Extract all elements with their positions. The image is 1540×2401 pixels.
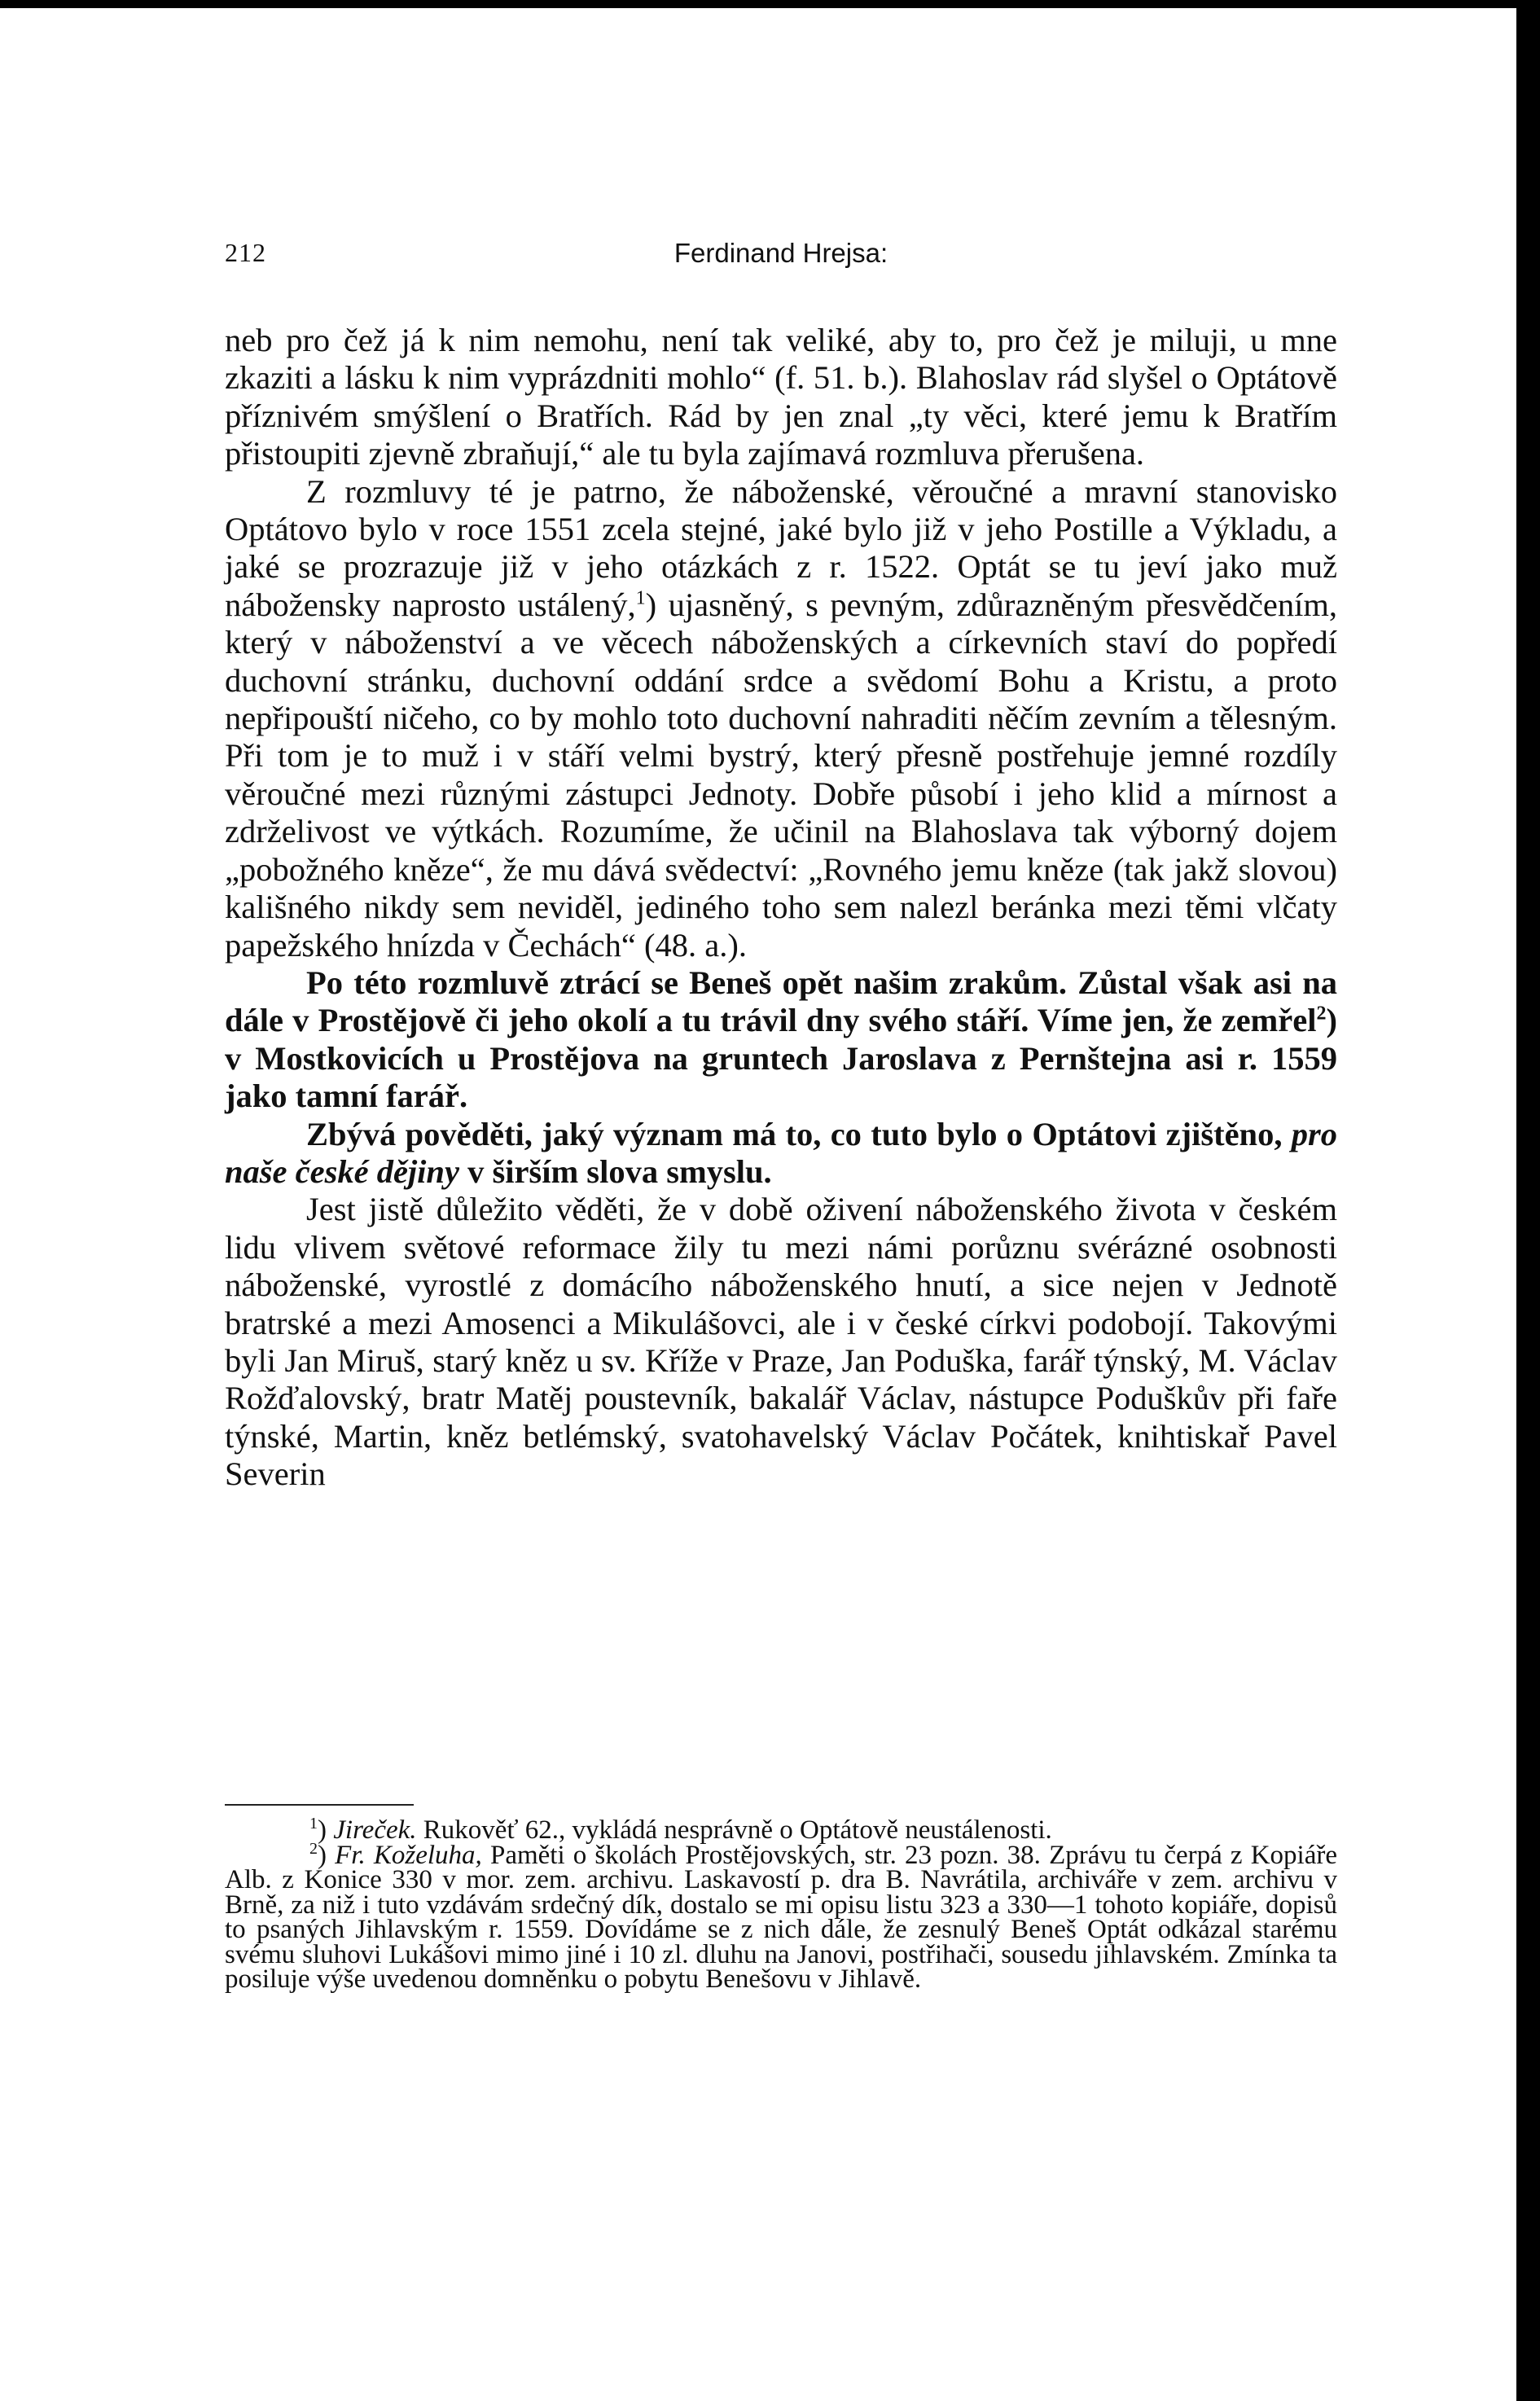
page-number: 212 — [225, 238, 266, 267]
footnote-ref-2: 2 — [1316, 1003, 1327, 1025]
paragraph-1: neb pro čež já k nim nemohu, není tak veliké, aby to, pro čež je miluji, u mne zkaziti a lásku k nim vyprázdniti mohlo“ (f. 51. b.). Blahoslav rád slyšel o Optátově příznivém smýšlení o Bratřích. Rád by jen znal „ty věci, které jemu k Bratřím přistoupiti zjevně zbraňují,“ ale tu byla zajímavá rozmluva přerušena. — [225, 322, 1337, 472]
body-text — [225, 322, 1337, 1494]
paragraph-5: Jest jistě důležito věděti, že v době oživení náboženského života v českém lidu vlivem světové reformace žily tu mezi námi porůznu svérázné osobnosti náboženské, vyrostlé z domácího náboženského hnutí, a sice nejen v Jednotě bratrské a mezi Amosenci a Mikulášovci, ale i v české církvi podobojí. Takovými byli Jan Miruš, starý kněz u sv. Kříže v Praze, Jan Poduška, farář týnský, M. Václav Rožďalovský, bratr Matěj poustevník, bakalář Václav, nástupce Poduškův při faře týnské, Martin, kněz betlémský, svatohavelský Václav Počátek, knihtiskař Pavel Severin — [225, 1191, 1337, 1493]
footnote-2: $^2$) Fr. Koželuha, Paměti o školách Prostějovských, str. 23 pozn. 38. Zprávu tu čerpá z Kopiáře Alb. z Konice 330 v mor. zem. archivu. Laskavostí p. dra B. Navrátila, archiváře v zem. archivu v Brně, za niž i tuto vzdávám srdečný dík, dostalo se mi opisu listu 323 a 330—1 tohoto kopiáře, dopisů to psaných Jihlavským r. 1559. Dovídáme se z nich dále, že zesnulý Beneš Optát odkázal starému svému sluhovi Lukášovi mimo jiné i 10 zl. dluhu na Janovi, postřihači, sousedu jihlavském. Zmínka ta posiluje výše uvedenou domněnku o pobytu Benešovu v Jihlavě. — [225, 1839, 1337, 1994]
page-header — [225, 238, 1337, 279]
scan-edge — [1516, 0, 1540, 2401]
running-head: Ferdinand Hrejsa: — [673, 238, 888, 268]
paragraph-2 — [225, 473, 1337, 964]
paragraph-4 — [225, 1116, 1337, 1192]
paragraph-3 — [225, 964, 1337, 1116]
footnote-1-text: Rukověť 62., vykládá nesprávně o Optátově neustálenosti. — [416, 1815, 1052, 1845]
footnote-1-author: Jireček. — [333, 1815, 417, 1845]
footnote-1: $^1$) Jireček. Rukověť 62., vykládá nesprávně o Optátově neustálenosti. — [309, 1815, 1052, 1845]
footnote-1-mark: 1 — [309, 1815, 318, 1833]
footnote-divider — [225, 1804, 414, 1806]
footnotes — [225, 1815, 1337, 1994]
footnote-2-mark: 2 — [309, 1839, 318, 1858]
footnote-2-text: Paměti o školách Prostějovských, str. 23 pozn. 38. Zprávu tu čerpá z Kopiáře Alb. z Konice 330 v mor. zem. archivu. Laskavostí p. dra B. Navrátila, archiváře v zem. archivu v Brně, za niž i tuto vzdávám srdečný dík, dostalo se mi opisu listu 323 a 330—1 tohoto kopiáře, dopisů to psaných Jihlavským r. 1559. Dovídáme se z nich dále, že zesnulý Beneš Optát odkázal starému svému sluhovi Lukášovi mimo jiné i 10 zl. dluhu na Janovi, postřihači, sousedu jihlavském. Zmínka ta posiluje výše uvedenou domněnku o pobytu Benešovu v Jihlavě. — [225, 1840, 1337, 1994]
paragraph-4-text-b: v širším slova smyslu. — [458, 1152, 772, 1190]
footnote-2-author: Fr. Koželuha, — [335, 1840, 482, 1870]
footnote-ref-1: 1 — [635, 587, 646, 609]
paragraph-4-text-a: Zbývá pověděti, jaký význam má to, co tuto bylo o Optátovi zjištěno, — [306, 1115, 1292, 1152]
paragraph-2-text-b: ) ujasněný, s pevným, zdůrazněným přesvědčením, který v náboženství a ve věcech náboženských a církevních staví do popředí duchovní stránku, duchovní oddání srdce a svědomí Bohu a Kristu, a proto nepřipouští ničeho, co by mohlo toto duchovní nahraditi něčím zevním a tělesným. Při tom je to muž i v stáří velmi bystrý, který přesně postřehuje jemné rozdíly věroučné mezi různými zástupci Jednoty. Dobře působí i jeho klid a mírnost a zdrželivost ve výtkách. Rozumíme, že učinil na Blahoslava tak výborný dojem „pobožného kněze“, že mu dává svědectví: „Rovného jemu kněze (tak jakž slovou) kališného nikdy sem neviděl, jediného toho sem nalezl beránka mezi těmi vlčaty papežského hnízda v Čechách“ (48. a.). — [225, 586, 1337, 963]
paragraph-2-text-a: Z rozmluvy té je patrno, že náboženské, věroučné a mravní stanovisko Optátovo bylo v roce 1551 zcela stejné, jaké bylo již v jeho Postille a Výkladu, a jaké se prozrazuje již v jeho otázkách z r. 1522. Optát se tu jeví jako muž nábožensky naprosto ustálený, — [225, 472, 1337, 623]
bold-section — [225, 964, 1337, 1191]
paragraph-4-emphasis: pro naše české dějiny — [225, 1115, 1337, 1190]
book-page — [0, 8, 1516, 2401]
paragraph-3-text-a: Po této rozmluvě ztrácí se Beneš opět našim zrakům. Zůstal však asi na dále v Prostějově či jeho okolí a tu trávil dny svého stáří. Víme jen, že zemřel — [225, 963, 1337, 1039]
paragraph-3-text-b: ) v Mostkovicích u Prostějova na gruntech Jaroslava z Pernštejna asi r. 1559 jako tamní farář. — [225, 1002, 1337, 1115]
